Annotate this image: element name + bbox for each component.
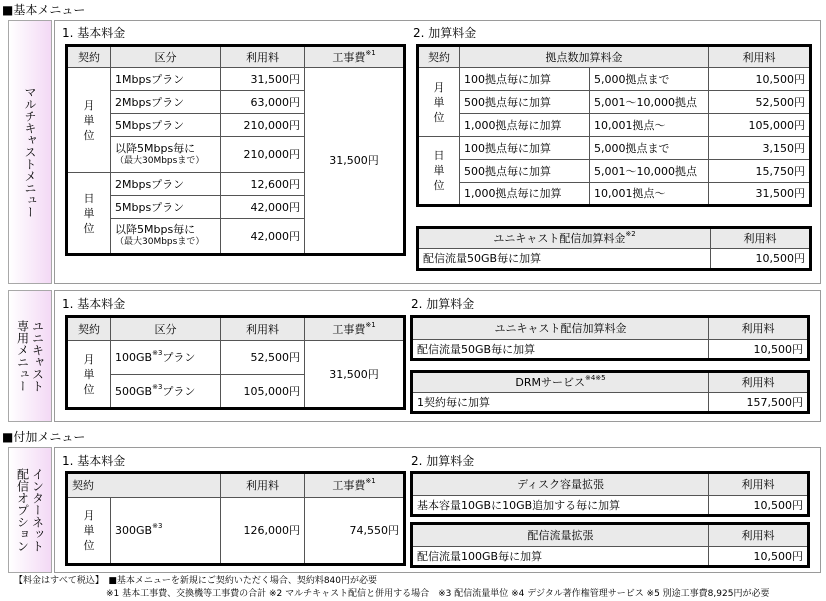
addon-fee: 10,500円: [709, 547, 809, 567]
internet-basic-title: 1. 基本料金: [62, 454, 126, 468]
internet-band: [8, 447, 52, 573]
addon-range: 5,001～10,000拠点: [590, 160, 709, 183]
addon-fee: 10,500円: [709, 68, 811, 91]
unicast-addon-table: [410, 315, 810, 361]
header-unicast-addon: ユニキャスト配信加算料金$^{※2}$: [418, 228, 711, 249]
plan-name: 300GB$^{※3}$: [111, 498, 221, 565]
addon-fee: 15,750円: [709, 160, 811, 183]
header-fee: 利用料: [709, 372, 809, 393]
header-construction: 工事費$^{※1}$: [305, 317, 405, 341]
monthly-label: 月 単 位: [67, 341, 111, 409]
addon-item: 配信流量50GB毎に加算: [418, 249, 711, 270]
addon-range: 10,001拠点～: [590, 183, 709, 206]
monthly-label: 月 単 位: [67, 68, 111, 173]
header-fee: 利用料: [711, 228, 811, 249]
header-drm: DRMサービス$^{※4※5}$: [412, 372, 709, 393]
multicast-band-label: マルチキャストメニュー: [23, 86, 37, 218]
plan-fee: 210,000円: [221, 137, 305, 173]
disk-expansion-table: [410, 471, 810, 517]
plan-name: 以降5Mbps毎に （最大30Mbpsまで）: [111, 219, 221, 255]
monthly-label: 月 単 位: [67, 498, 111, 565]
addon-range: 5,001～10,000拠点: [590, 91, 709, 114]
traffic-expansion-table: [410, 522, 810, 568]
header-construction: 工事費$^{※1}$: [305, 46, 405, 68]
header-fee: 利用料: [709, 46, 811, 68]
footer-line-2: ※1 基本工事費、交換機等工事費の合計 ※2 マルチキャスト配信と併用する場合 ※3 配信流量単位 ※4 デジタル著作権管理サービス ※5 別途工事費8,925円が必要: [106, 589, 770, 599]
daily-label: 日 単 位: [67, 173, 111, 255]
header-unicast-addon: ユニキャスト配信加算料金: [412, 317, 709, 340]
plan-fee: 42,000円: [221, 196, 305, 219]
header-fee: 利用料: [221, 473, 305, 498]
addon-unit: 100拠点毎に加算: [460, 137, 590, 160]
plan-name: 100GB$^{※3}$プラン: [111, 341, 221, 375]
addon-fee: 31,500円: [709, 183, 811, 206]
addon-unit: 1,000拠点毎に加算: [460, 114, 590, 137]
header-fee: 利用料: [709, 317, 809, 340]
multicast-addon-title: 2. 加算料金: [413, 26, 477, 40]
plan-name: 500GB$^{※3}$プラン: [111, 375, 221, 409]
plan-name: 5Mbpsプラン: [111, 114, 221, 137]
plan-fee: 42,000円: [221, 219, 305, 255]
header-fee: 利用料: [709, 524, 809, 547]
header-contract: 契約: [418, 46, 460, 68]
addon-fee: 3,150円: [709, 137, 811, 160]
addon-range: 5,000拠点まで: [590, 137, 709, 160]
plan-name: 1Mbpsプラン: [111, 68, 221, 91]
unicast-basic-title: 1. 基本料金: [62, 297, 126, 311]
unicast-band-label: ユニキャスト 専用メニュー: [15, 320, 45, 392]
internet-addon-title: 2. 加算料金: [411, 454, 475, 468]
header-category: 区分: [111, 317, 221, 341]
plan-fee: 126,000円: [221, 498, 305, 565]
drm-table: [410, 370, 810, 414]
construction-fee: 31,500円: [305, 341, 405, 409]
multicast-unicast-addon-table: [416, 226, 812, 271]
addon-range: 5,000拠点まで: [590, 68, 709, 91]
header-construction: 工事費$^{※1}$: [305, 473, 405, 498]
header-contract: 契約: [67, 473, 221, 498]
plan-name: 2Mbpsプラン: [111, 91, 221, 114]
plan-name: 2Mbpsプラン: [111, 173, 221, 196]
addon-fee: 105,000円: [709, 114, 811, 137]
header-contract: 契約: [67, 317, 111, 341]
header-traffic: 配信流量拡張: [412, 524, 709, 547]
addon-fee: 52,500円: [709, 91, 811, 114]
addon-fee: 10,500円: [709, 496, 809, 516]
basic-menu-heading: ■基本メニュー: [2, 3, 86, 17]
unicast-band: [8, 290, 52, 422]
plan-fee: 31,500円: [221, 68, 305, 91]
construction-fee: 74,550円: [305, 498, 405, 565]
plan-fee: 52,500円: [221, 341, 305, 375]
header-fee: 利用料: [221, 46, 305, 68]
addon-item: 配信流量50GB毎に加算: [412, 340, 709, 360]
header-fee: 利用料: [221, 317, 305, 341]
header-contract: 契約: [67, 46, 111, 68]
construction-fee: 31,500円: [305, 68, 405, 255]
header-category: 区分: [111, 46, 221, 68]
addon-range: 10,001拠点～: [590, 114, 709, 137]
addon-fee: 157,500円: [709, 393, 809, 413]
addon-unit: 500拠点毎に加算: [460, 160, 590, 183]
addon-fee: 10,500円: [711, 249, 811, 270]
multicast-addon-table: [416, 44, 812, 207]
plan-fee: 105,000円: [221, 375, 305, 409]
monthly-label: 月 単 位: [418, 68, 460, 137]
plan-fee: 63,000円: [221, 91, 305, 114]
addon-item: 配信流量100GB毎に加算: [412, 547, 709, 567]
addon-item: 1契約毎に加算: [412, 393, 709, 413]
addon-unit: 500拠点毎に加算: [460, 91, 590, 114]
internet-band-label: インターネット 配信オプション: [15, 468, 45, 552]
multicast-basic-table: [65, 44, 406, 256]
unicast-addon-title: 2. 加算料金: [411, 297, 475, 311]
header-disk: ディスク容量拡張: [412, 473, 709, 496]
plan-name: 5Mbpsプラン: [111, 196, 221, 219]
daily-label: 日 単 位: [418, 137, 460, 206]
plan-fee: 210,000円: [221, 114, 305, 137]
multicast-band: [8, 20, 52, 284]
header-fee: 利用料: [709, 473, 809, 496]
addon-item: 基本容量10GBに10GB追加する毎に加算: [412, 496, 709, 516]
unicast-basic-table: [65, 315, 406, 410]
footer-line-1: 【料金はすべて税込】 ■基本メニューを新規にご契約いただく場合、契約料840円が必要: [14, 576, 378, 586]
internet-basic-table: [65, 471, 406, 566]
addon-unit: 1,000拠点毎に加算: [460, 183, 590, 206]
plan-name: 以降5Mbps毎に （最大30Mbpsまで）: [111, 137, 221, 173]
header-base-count: 拠点数加算料金: [460, 46, 709, 68]
addon-fee: 10,500円: [709, 340, 809, 360]
plan-fee: 12,600円: [221, 173, 305, 196]
addon-unit: 100拠点毎に加算: [460, 68, 590, 91]
addon-menu-heading: ■付加メニュー: [2, 430, 86, 444]
multicast-basic-title: 1. 基本料金: [62, 26, 126, 40]
